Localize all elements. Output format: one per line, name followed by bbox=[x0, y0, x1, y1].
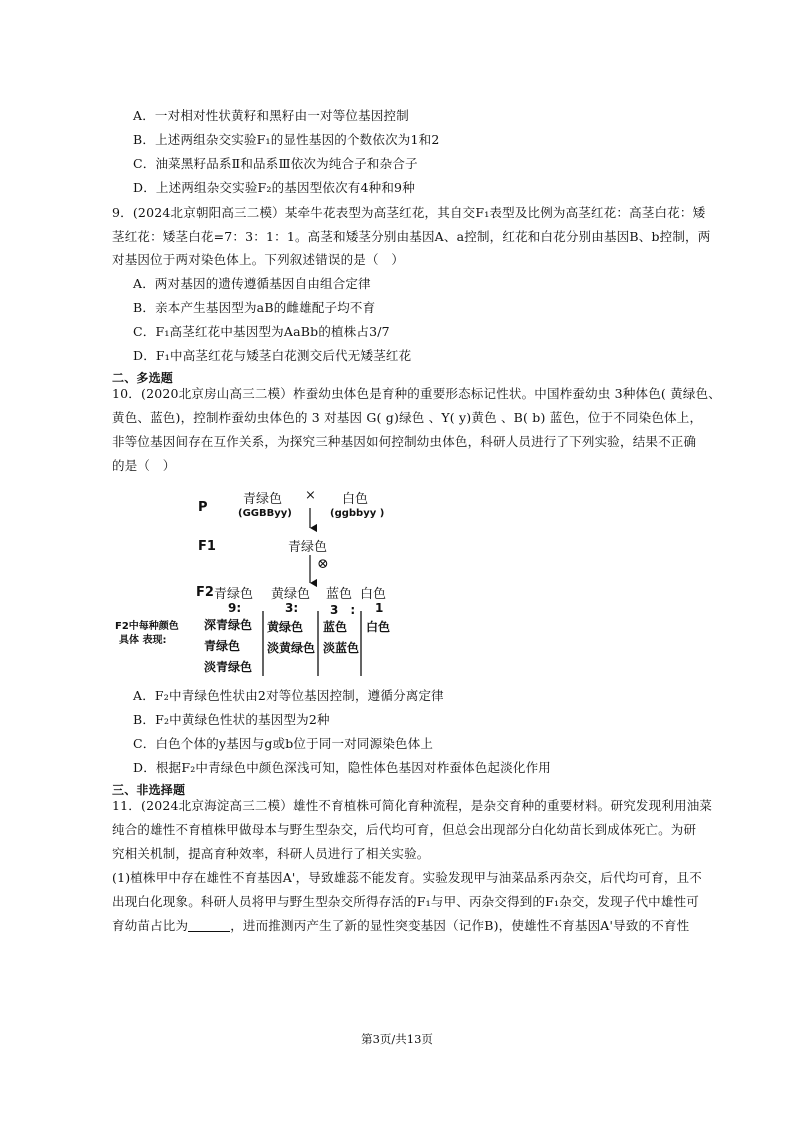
q8-option-a: A．一对相对性状黄籽和黑籽由一对等位基因控制 bbox=[133, 108, 409, 123]
f2-label: F2 bbox=[196, 585, 214, 600]
parent2-phenotype: 白色 bbox=[342, 492, 369, 507]
q10-option-b: B．F₂中黄绿色性状的基因型为2种 bbox=[133, 712, 330, 727]
q11-part1-line-3-before: 育幼苗占比为 bbox=[112, 918, 189, 933]
f1-phenotype: 青绿色 bbox=[288, 540, 328, 555]
q11-part1-line-2: 出现白化现象。科研人员将甲与野生型杂交所得存活的F₁与甲、丙杂交得到的F₁杂交，发现子代中雄性可 bbox=[112, 894, 699, 909]
q8-option-b: B．上述两组杂交实验F₁的显性基因的个数依次为1和2 bbox=[133, 132, 440, 147]
q10-stem-line-3: 非等位基因间存在互作关系，为探究三种基因如何控制幼虫体色，科研人员进行了下列实验，结果不正确 bbox=[112, 434, 697, 449]
section-heading-non-choice: 三、非选择题 bbox=[112, 783, 186, 797]
f2-color-4: 白色 bbox=[360, 587, 387, 602]
q9-stem-line-3: 对基因位于两对染色体上。下列叙述错误的是（ ） bbox=[112, 252, 405, 267]
cross-symbol: × bbox=[305, 488, 316, 503]
page-number: 第3页/共13页 bbox=[361, 1032, 433, 1046]
ratio-2: 3: bbox=[285, 601, 299, 615]
q10-stem-line-1: 10．(2020北京房山高三二模）柞蚕幼虫体色是育种的重要形态标记性状。中国柞蚕幼虫 3种体色( 黄绿色、 bbox=[112, 386, 721, 401]
f2-detail-blue: 蓝色 bbox=[323, 620, 348, 634]
q11-stem-line-1: 11．(2024北京海淀高三二模）雄性不育植株可简化育种流程，是杂交育种的重要材料。研究发现利用油菜 bbox=[112, 798, 713, 813]
f2-color-3: 蓝色 bbox=[326, 587, 353, 602]
q11-part1-line-3 bbox=[112, 918, 689, 934]
q8-option-d: D．上述两组杂交实验F₂的基因型依次有4种和9种 bbox=[133, 180, 415, 195]
q10-option-a: A．F₂中青绿色性状由2对等位基因控制，遵循分离定律 bbox=[133, 688, 444, 703]
q9-option-a: A．两对基因的遗传遵循基因自由组合定律 bbox=[133, 276, 371, 291]
q10-stem-line-4: 的是（ ） bbox=[112, 458, 176, 473]
parent1-genotype: (GGBByy) bbox=[238, 508, 292, 519]
q11-part1-line-1: (1)植株甲中存在雄性不育基因A'，导致雄蕊不能发育。实验发现甲与油菜品系丙杂交，后代均可育，且不 bbox=[112, 870, 702, 885]
q9-option-c: C．F₁高茎红花中基因型为AaBb的植株占3/7 bbox=[133, 324, 390, 339]
f2-detail-light-yellow-green: 淡黄绿色 bbox=[267, 641, 316, 655]
q11-part1-line-3-after: ，进而推测丙产生了新的显性突变基因（记作B)，使雄性不育基因A'导致的不育性 bbox=[230, 918, 690, 933]
q9-stem-line-1: 9．(2024北京朝阳高三二模）某牵牛花表型为高茎红花，其自交F₁表型及比例为高茎红花：高茎白花：矮 bbox=[112, 205, 706, 220]
q8-option-c: C．油菜黑籽品系Ⅱ和品系Ⅲ依次为纯合子和杂合子 bbox=[133, 156, 418, 171]
parent2-genotype: (ggbbyy ) bbox=[330, 508, 385, 519]
ratio-1: 9: bbox=[228, 601, 242, 615]
cross-diagram bbox=[192, 486, 402, 681]
f2-detail-white: 白色 bbox=[366, 620, 391, 634]
f2-detail-light-cyan-green: 淡青绿色 bbox=[204, 660, 253, 674]
p-label: P bbox=[198, 500, 208, 515]
q11-stem-line-3: 究相关机制，提高育种效率，科研人员进行了相关实验。 bbox=[112, 846, 430, 861]
q9-option-b: B．亲本产生基因型为aB的雌雄配子均不育 bbox=[133, 300, 376, 315]
f2-detail-dark-cyan-green: 深青绿色 bbox=[204, 618, 253, 632]
f2-detail-label-line-1: F2中每种颜色 bbox=[115, 621, 179, 632]
q10-stem-line-2: 黄色、蓝色)，控制柞蚕幼虫体色的 3 对基因 G( g)绿色 、Y( y)黄色 、B( b) 蓝色，位于不同染色体上， bbox=[112, 410, 703, 425]
f2-detail-col-3 bbox=[323, 617, 359, 659]
f2-detail-col-4 bbox=[366, 617, 390, 638]
section-heading-multi-choice: 二、多选题 bbox=[112, 371, 174, 385]
f2-color-1: 青绿色 bbox=[214, 587, 254, 602]
ratio-3: 3 : bbox=[330, 603, 356, 617]
f2-detail-light-blue: 淡蓝色 bbox=[323, 641, 360, 655]
answer-blank[interactable] bbox=[188, 919, 230, 932]
parent1-phenotype: 青绿色 bbox=[243, 492, 283, 507]
q10-option-c: C．白色个体的y基因与g或b位于同一对同源染色体上 bbox=[133, 736, 434, 751]
q9-stem-line-2: 茎红花：矮茎白花=7：3：1：1。高茎和矮茎分别由基因A、a控制，红花和白花分别由基因B、b控制，两 bbox=[112, 229, 711, 244]
selfing-symbol: ⊗ bbox=[317, 556, 329, 572]
f2-detail-col-1 bbox=[204, 615, 252, 678]
f2-color-2: 黄绿色 bbox=[271, 587, 311, 602]
f2-detail-yellow-green: 黄绿色 bbox=[267, 620, 304, 634]
q11-stem-line-2: 纯合的雄性不育植株甲做母本与野生型杂交，后代均可育，但总会出现部分白化幼苗长到成体死亡。为研 bbox=[112, 822, 697, 837]
f2-detail-cyan-green: 青绿色 bbox=[204, 639, 241, 653]
q10-option-d: D．根据F₂中青绿色中颜色深浅可知，隐性体色基因对柞蚕体色起淡化作用 bbox=[133, 760, 552, 775]
f1-label: F1 bbox=[198, 539, 216, 554]
f2-detail-label-line-2: 具体 表现: bbox=[119, 635, 167, 646]
q9-option-d: D．F₁中高茎红花与矮茎白花测交后代无矮茎红花 bbox=[133, 348, 412, 363]
f2-detail-col-2 bbox=[267, 617, 315, 659]
ratio-4: 1 bbox=[375, 601, 384, 615]
f2-detail-label bbox=[115, 620, 179, 648]
